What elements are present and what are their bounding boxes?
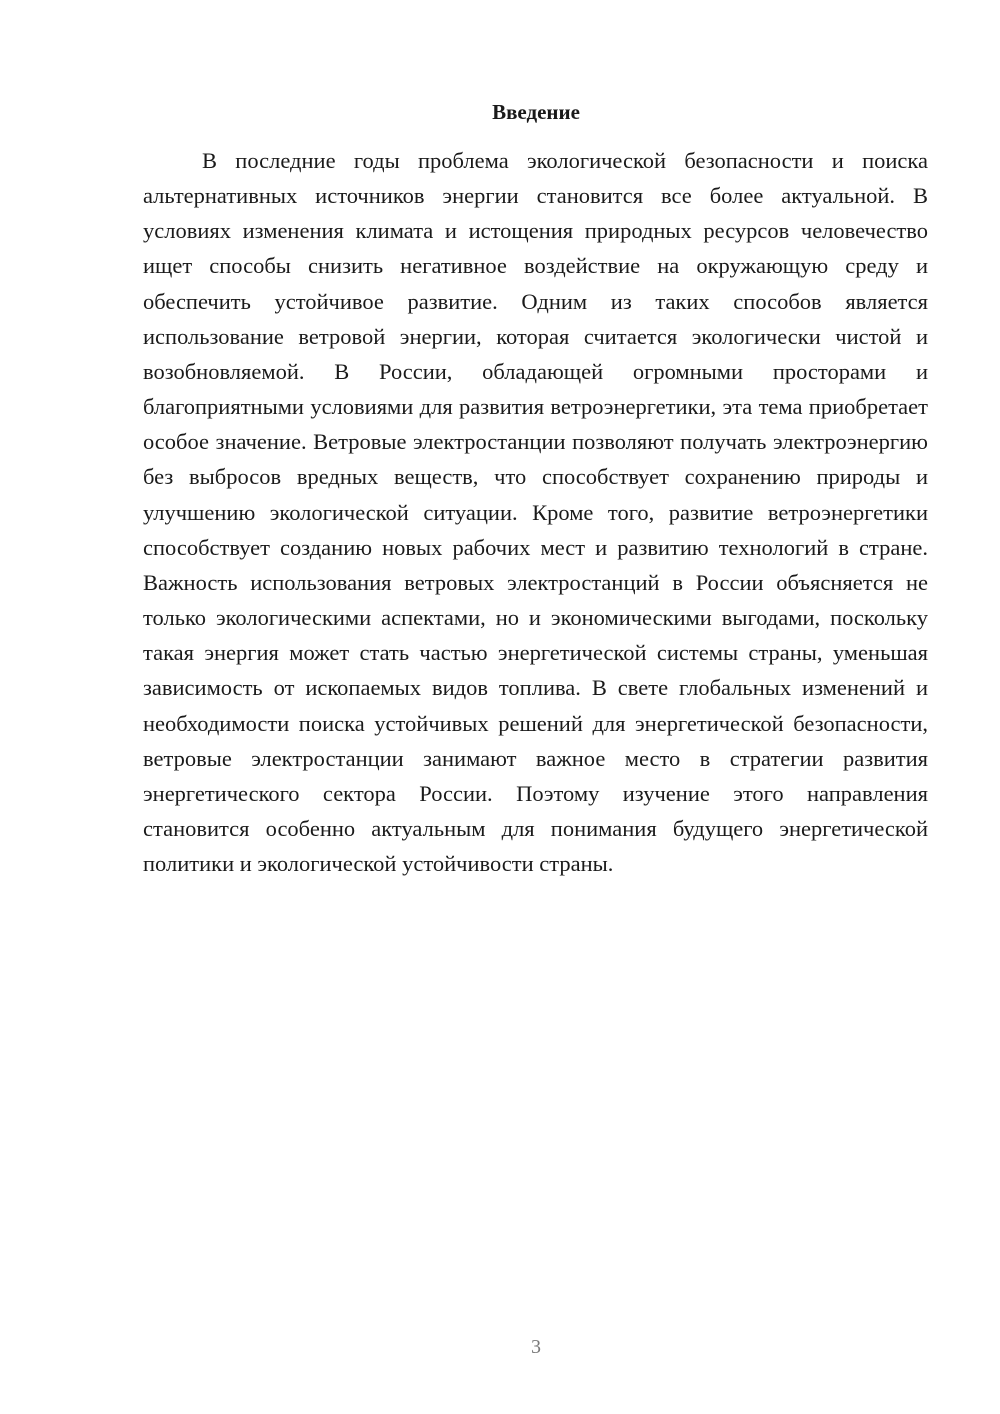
page-number: 3 xyxy=(531,1336,541,1358)
body-paragraph: В последние годы проблема экологической безопасности и поиска альтернативных источников энергии становится все более актуальной. В условиях изменения климата и истощения природных ресурсов человечество ищет способы снизить негативное воздействие на окружающую среду и обеспечить устойчивое развитие. Одним из таких способов является использование ветровой энергии, которая считается экологически чистой и возобновляемой. В России, обладающей огромными просторами и благоприятными условиями для развития ветроэнергетики, эта тема приобретает особое значение. Ветровые электростанции позволяют получать электроэнергию без выбросов вредных веществ, что способствует сохранению природы и улучшению экологической ситуации. Кроме того, развитие ветроэнергетики способствует созданию новых рабочих мест и развитию технологий в стране. Важность использования ветровых электростанций в России объясняется не только экологическими аспектами, но и экономическими выгодами, поскольку такая энергия может стать частью энергетической системы страны, уменьшая зависимость от ископаемых видов топлива. В свете глобальных изменений и необходимости поиска устойчивых решений для энергетической безопасности, ветровые электростанции занимают важное место в стратегии развития энергетического сектора России. Поэтому изучение этого направления становится особенно актуальным для понимания будущего энергетической политики и экологической устойчивости страны. xyxy=(143,148,928,877)
section-heading: Введение xyxy=(492,100,580,124)
